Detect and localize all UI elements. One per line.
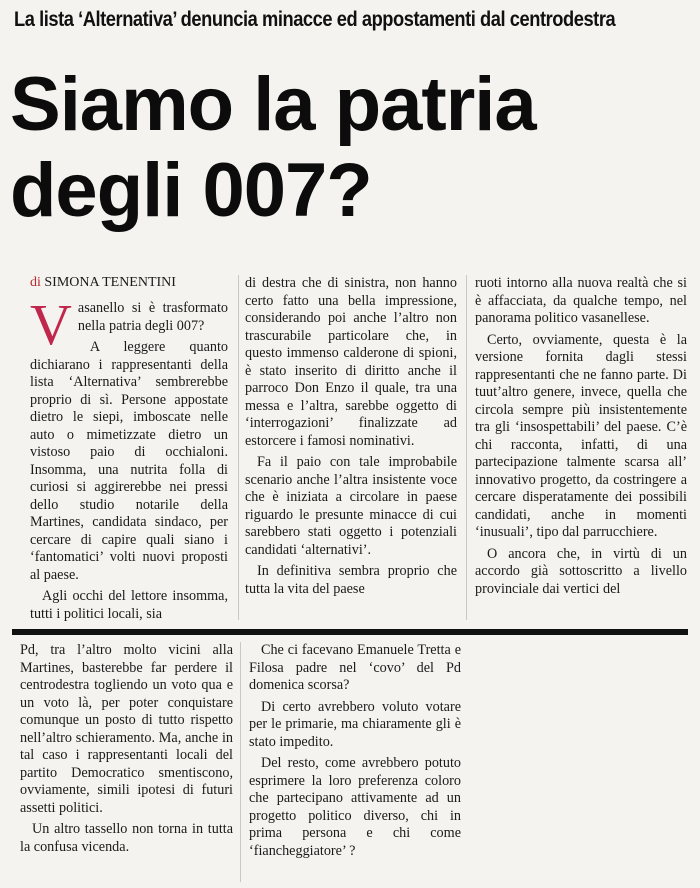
paragraph: di destra che di sinistra, non hanno certo fatto una bella impressione, considerando poi anche l’altro non trascurabile particolare che, in questo immenso calderone di spioni, è stato inserito di diritto anche il parroco Don Enzo il quale, tra una messa e l’altra, sarebbe oggetto di ‘interrogazioni’ finalizzate ad estorcere i famosi nominativi.	[245, 275, 457, 449]
article-kicker: La lista ‘Alternativa’ denuncia minacce ed appostamenti dal centrodestra	[14, 8, 616, 31]
headline-line-2: degli 007?	[10, 148, 372, 233]
column-divider	[238, 275, 239, 620]
paragraph: Fa il paio con tale improbabile scenario anche l’altra insistente voce che è iniziata a circolare in paese riguardo le presunte minacce di cui sarebbero stati oggetto i potenziali candidati ‘alternativi’.	[245, 454, 457, 558]
paragraph: Certo, ovviamente, questa è la versione fornita dagli stessi rappresentanti che ne fanno parte. Di tuut’altro genere, invece, quella che circola sempre più insistentemente tra gli ‘insospettabili’ del paese. C’è chi racconta, infatti, di una partecipazione talmente scarsa all’ innovativo progetto, da costringere a cercare disperatamente dei possibili candidati, anche in momenti ‘inusuali’, tipo dal parrucchiere.	[475, 331, 687, 540]
column-bottom-1	[20, 642, 233, 860]
paragraph: O ancora che, in virtù di un accordo già sottoscritto a livello provinciale dai vertici del	[475, 545, 687, 597]
drop-cap: V	[30, 292, 72, 357]
byline-author: SIMONA TENENTINI	[44, 275, 176, 290]
column-divider	[240, 642, 241, 882]
headline-line-1: Siamo la patria	[10, 62, 536, 147]
section-rule	[12, 629, 688, 635]
paragraph-text: asanello si è trasformato nella patria degli 007?	[77, 300, 228, 334]
article-headline	[10, 62, 700, 234]
paragraph	[30, 292, 228, 357]
paragraph: Agli occhi del lettore insomma, tutti i politici locali, sia	[30, 588, 228, 622]
column-bottom-2	[249, 642, 461, 864]
paragraph: Di certo avrebbero voluto votare per le primarie, ma chiaramente gli è stato impedito.	[249, 698, 461, 750]
column-top-3	[475, 275, 687, 602]
byline	[30, 275, 176, 291]
column-top-2	[245, 275, 457, 602]
paragraph: A leggere quanto dichiarano i rappresentanti della lista ‘Alternativa’ sembrerebbe proprio di sì. Persone appostate dietro le siepi, imboscate nelle auto o mimetizzate dietro un vistoso paio di occhialoni. Insomma, una nutrita folla di curiosi si aggirerebbe nei pressi dello studio notarile della Martines, candidata sindaco, per cercare di capire quali siano i ‘fantomatici’ volti nuovi proposti al paese.	[30, 339, 228, 583]
paragraph: Pd, tra l’altro molto vicini alla Martines, basterebbe far perdere il centrodestra togliendo un voto qua e un voto là, per poter conquistare comunque un posto di tutto rispetto nell’altro schieramento. Ma, anche in tal caso i rappresentanti locali del partito Democratico smentiscono, ovviamente, simili ipotesi di futuri assetti politici.	[20, 642, 233, 816]
paragraph: In definitiva sembra proprio che tutta la vita del paese	[245, 563, 457, 597]
byline-prefix: di	[30, 275, 41, 290]
column-top-1	[30, 292, 228, 627]
column-divider	[466, 275, 467, 620]
paragraph: ruoti intorno alla nuova realtà che si è affacciata, da qualche tempo, nel panorama politico vasanellese.	[475, 275, 687, 326]
paragraph: Un altro tassello non torna in tutta la confusa vicenda.	[20, 821, 233, 855]
paragraph: Del resto, come avrebbero potuto esprimere la loro preferenza coloro che partecipano attivamente ad un progetto politico diverso, chi in prima persona e chi come ‘fiancheggiatore’ ?	[249, 755, 461, 859]
paragraph: Che ci facevano Emanuele Tretta e Filosa padre nel ‘covo’ del Pd domenica scorsa?	[249, 642, 461, 693]
